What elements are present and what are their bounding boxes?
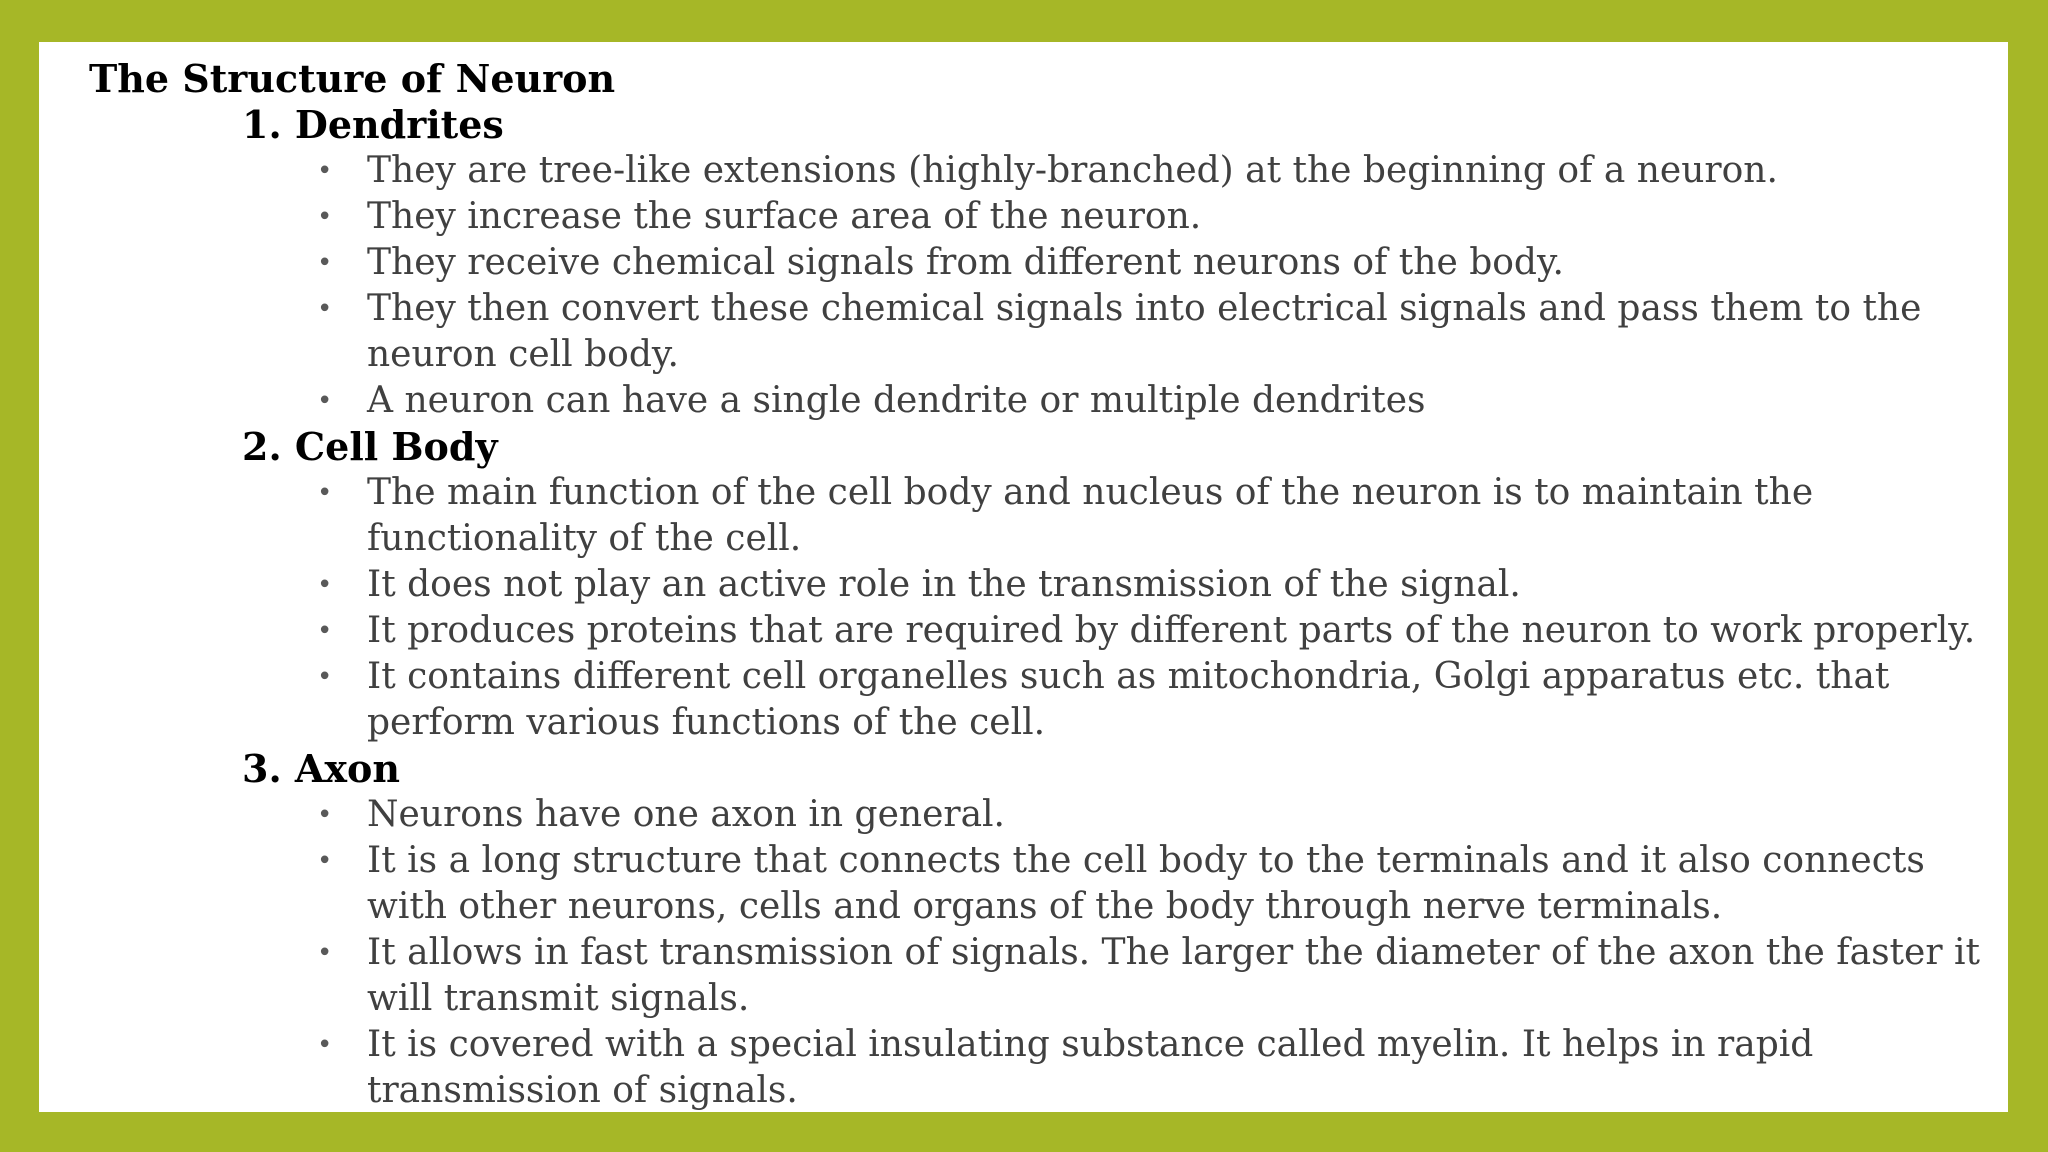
bullet-text: It produces proteins that are required by different parts of the neuron to work properly. [367, 610, 1976, 651]
bullet-text: It does not play an active role in the transmission of the signal. [367, 564, 1521, 605]
bullet-item [317, 838, 1982, 930]
bullet-list [242, 148, 1982, 424]
bullet-text: They then convert these chemical signals into electrical signals and pass them to the neuron cell body. [367, 288, 1922, 375]
bullet-icon: • [317, 156, 333, 186]
bullet-item [317, 792, 1982, 838]
bullet-item [317, 930, 1982, 1022]
bullet-item [317, 240, 1982, 286]
slide [39, 42, 2008, 1112]
bullet-icon: • [317, 616, 333, 646]
section-heading: 2. Cell Body [242, 424, 498, 469]
bullet-text: It allows in fast transmission of signals. The larger the diameter of the axon the faster it will transmit signals. [367, 932, 1980, 1019]
bullet-icon: • [317, 386, 333, 416]
bullet-icon: • [317, 248, 333, 278]
section-heading: 3. Axon [242, 746, 401, 791]
section-cell-body [242, 424, 1982, 746]
bullet-item [317, 194, 1982, 240]
bullet-icon: • [317, 1030, 333, 1060]
bullet-item [317, 608, 1982, 654]
bullet-icon: • [317, 938, 333, 968]
bullet-text: Neurons have one axon in general. [367, 794, 1005, 835]
bullet-text: They are tree-like extensions (highly-branched) at the beginning of a neuron. [367, 150, 1778, 191]
section-dendrites [242, 102, 1982, 424]
bullet-list [242, 470, 1982, 746]
bullet-icon: • [317, 800, 333, 830]
bullet-item [317, 654, 1982, 746]
section-axon [242, 746, 1982, 1112]
bullet-icon: • [317, 478, 333, 508]
bullet-text: They receive chemical signals from different neurons of the body. [367, 242, 1564, 283]
bullet-text: It contains different cell organelles such as mitochondria, Golgi apparatus etc. that perform various functions of the cell. [367, 656, 1890, 743]
section-heading: 1. Dendrites [242, 102, 504, 147]
sections [242, 102, 1982, 1112]
bullet-item [317, 470, 1982, 562]
bullet-icon: • [317, 294, 333, 324]
slide-title: The Structure of Neuron [89, 56, 616, 101]
bullet-icon: • [317, 662, 333, 692]
bullet-text: It is covered with a special insulating substance called myelin. It helps in rapid transmission of signals. [367, 1024, 1814, 1111]
bullet-list [242, 792, 1982, 1112]
bullet-icon: • [317, 846, 333, 876]
bullet-icon: • [317, 570, 333, 600]
bullet-icon: • [317, 202, 333, 232]
bullet-item [317, 286, 1982, 378]
bullet-item [317, 562, 1982, 608]
bullet-item [317, 1022, 1982, 1112]
bullet-item [317, 148, 1982, 194]
bullet-text: The main function of the cell body and nucleus of the neuron is to maintain the functionality of the cell. [367, 472, 1814, 559]
bullet-text: It is a long structure that connects the cell body to the terminals and it also connects with other neurons, cells and organs of the body through nerve terminals. [367, 840, 1925, 927]
bullet-item [317, 378, 1982, 424]
bullet-text: A neuron can have a single dendrite or multiple dendrites [367, 380, 1426, 421]
bullet-text: They increase the surface area of the neuron. [367, 196, 1202, 237]
